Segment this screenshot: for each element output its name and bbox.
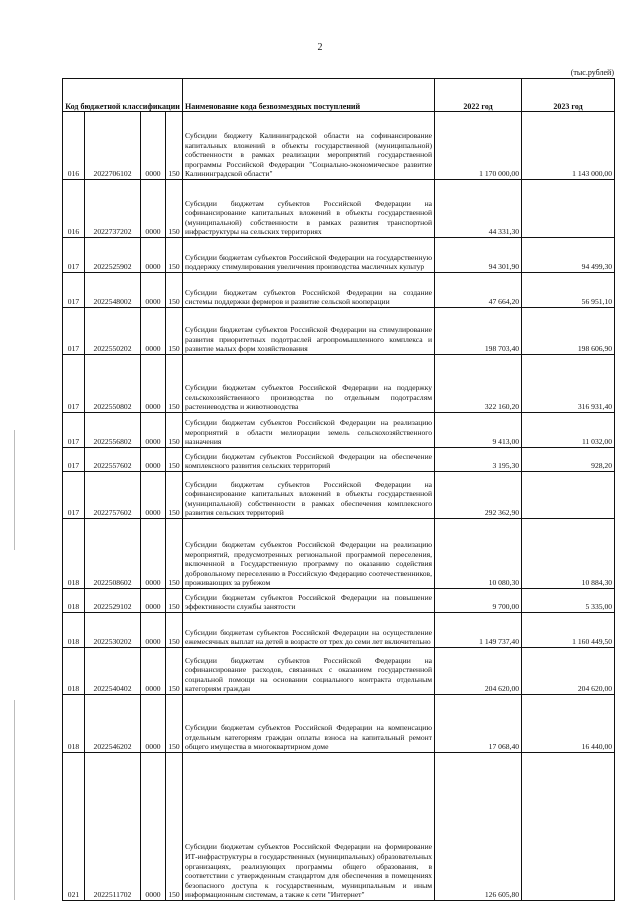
subcode-cell: 0000 [141,273,166,308]
kind-code-cell: 150 [166,273,183,308]
budget-code-cell: 2022525902 [85,238,141,273]
amount-2022-cell: 94 301,90 [435,238,522,273]
subcode-cell: 0000 [141,613,166,648]
kind-code-cell: 150 [166,472,183,519]
kind-code-cell: 150 [166,695,183,753]
amount-2023-cell: 5 335,00 [522,589,615,613]
budget-code-cell: 2022550202 [85,308,141,355]
admin-code-cell: 017 [63,273,85,308]
table-row [63,695,615,753]
budget-code-cell: 2022529102 [85,589,141,613]
revenue-name-cell: Субсидии бюджетам субъектов Российской Федерации на повышение эффективности службы занятости [183,589,435,613]
kind-code-cell: 150 [166,519,183,589]
table-row [63,472,615,519]
amount-2022-cell: 292 362,90 [435,472,522,519]
revenue-name-cell: Субсидии бюджетам субъектов Российской Федерации на софинансирование капитальных вложений в объекты государственной (муниципальной) собственности в рамках развития транспортной инфраструктуры на сельских территориях [183,180,435,238]
amount-2023-cell [522,472,615,519]
kind-code-cell: 150 [166,648,183,695]
revenue-name-cell: Субсидии бюджетам субъектов Российской Федерации на стимулирование развития приоритетных подотраслей агропромышленного комплекса и развитие малых форм хозяйствования [183,308,435,355]
admin-code-cell: 017 [63,472,85,519]
budget-code-cell: 2022550802 [85,355,141,413]
budget-code-cell: 2022530202 [85,613,141,648]
budget-code-cell: 2022540402 [85,648,141,695]
admin-code-cell: 018 [63,695,85,753]
subcode-cell: 0000 [141,695,166,753]
budget-code-cell: 2022508602 [85,519,141,589]
revenue-name-cell: Субсидии бюджетам субъектов Российской Федерации на реализацию мероприятий, предусмотренных региональной программой переселения, включенной в Государственную программу по оказанию содействия добровольному переселению в Российскую Федерацию соотечественников, проживающих за рубежом [183,519,435,589]
admin-code-cell: 017 [63,448,85,472]
revenue-name-cell: Субсидии бюджетам субъектов Российской Федерации на софинансирование капитальных вложений в объекты государственной (муниципальной) собственности в рамках обеспечения комплексного развития сельских территорий [183,472,435,519]
budget-code-cell: 2022546202 [85,695,141,753]
budget-code-cell: 2022557602 [85,448,141,472]
amount-2023-cell: 204 620,00 [522,648,615,695]
amount-2023-cell: 198 606,90 [522,308,615,355]
kind-code-cell: 150 [166,448,183,472]
table-row [63,273,615,308]
year-2023-header: 2023 год [522,79,615,112]
table-row [63,448,615,472]
kind-code-cell: 150 [166,589,183,613]
revenue-name-cell: Субсидии бюджету Калининградской области на софинансирование капитальных вложений в объекты государственной (муниципальной) собственности в рамках реализации мероприятий государственной программы Российской Федерации "Социально-экономическое развитие Калининградской области" [183,112,435,180]
table-row [63,112,615,180]
admin-code-cell: 018 [63,519,85,589]
revenue-name-cell: Субсидии бюджетам субъектов Российской Федерации на государственную поддержку стимулирования увеличения производства масличных культур [183,238,435,273]
table-row [63,355,615,413]
admin-code-cell: 016 [63,112,85,180]
kind-code-cell: 150 [166,613,183,648]
revenue-name-cell: Субсидии бюджетам субъектов Российской Федерации на создание системы поддержки фермеров и развитие сельской кооперации [183,273,435,308]
amount-2022-cell: 10 080,30 [435,519,522,589]
page-number: 2 [317,42,323,53]
amount-2022-cell: 204 620,00 [435,648,522,695]
budget-code-cell: 2022511702 [85,753,141,901]
amount-2023-cell: 16 440,00 [522,695,615,753]
table-header-row [63,79,615,112]
admin-code-cell: 017 [63,355,85,413]
admin-code-cell: 016 [63,180,85,238]
table-row [63,613,615,648]
admin-code-cell: 021 [63,753,85,901]
budget-code-cell: 2022556802 [85,413,141,448]
table-row [63,648,615,695]
amount-2022-cell: 322 160,20 [435,355,522,413]
subcode-cell: 0000 [141,648,166,695]
amount-2022-cell: 198 703,40 [435,308,522,355]
subcode-cell: 0000 [141,753,166,901]
admin-code-cell: 017 [63,238,85,273]
budget-code-cell: 2022706102 [85,112,141,180]
amount-2023-cell: 11 032,00 [522,413,615,448]
budget-code-cell: 2022757602 [85,472,141,519]
amount-2023-cell: 1 143 000,00 [522,112,615,180]
subcode-cell: 0000 [141,238,166,273]
subcode-cell: 0000 [141,589,166,613]
units-label: (тыс.рублей) [570,68,614,77]
subcode-cell: 0000 [141,308,166,355]
amount-2023-cell: 10 884,30 [522,519,615,589]
table-row [63,308,615,355]
amount-2022-cell: 44 331,30 [435,180,522,238]
admin-code-cell: 017 [63,413,85,448]
revenue-name-cell: Субсидии бюджетам субъектов Российской Федерации на обеспечение комплексного развития сельских территорий [183,448,435,472]
amount-2023-cell [522,180,615,238]
amount-2023-cell: 928,20 [522,448,615,472]
amount-2023-cell: 1 160 449,50 [522,613,615,648]
subcode-cell: 0000 [141,413,166,448]
amount-2022-cell: 3 195,30 [435,448,522,472]
table-row [63,238,615,273]
kind-code-cell: 150 [166,180,183,238]
subcode-cell: 0000 [141,519,166,589]
kind-code-cell: 150 [166,355,183,413]
admin-code-cell: 017 [63,308,85,355]
kind-code-cell: 150 [166,753,183,901]
amount-2023-cell [522,753,615,901]
subcode-cell: 0000 [141,355,166,413]
budget-code-cell: 2022737202 [85,180,141,238]
table-row [63,589,615,613]
amount-2022-cell: 9 413,00 [435,413,522,448]
amount-2023-cell: 94 499,30 [522,238,615,273]
revenue-name-cell: Субсидии бюджетам субъектов Российской Федерации на формирование ИТ-инфраструктуры в государственных (муниципальных) образовательных организациях, реализующих программы общего образования, в соответствии с утвержденным стандартом для обеспечения в помещениях безопасного доступа к государственным, муниципальным и иным информационным системам, а также к сети "Интернет" [183,753,435,901]
revenue-name-cell: Субсидии бюджетам субъектов Российской Федерации на поддержку сельскохозяйственного производства по отдельным подотраслям растениеводства и животноводства [183,355,435,413]
budget-code-cell: 2022548002 [85,273,141,308]
scan-edge-line [14,430,15,550]
table-row [63,753,615,901]
subcode-cell: 0000 [141,112,166,180]
kind-code-cell: 150 [166,238,183,273]
amount-2022-cell: 47 664,20 [435,273,522,308]
admin-code-cell: 018 [63,613,85,648]
scan-edge-line [14,700,15,900]
amount-2023-cell: 316 931,40 [522,355,615,413]
subcode-cell: 0000 [141,180,166,238]
revenue-name-cell: Субсидии бюджетам субъектов Российской Федерации на реализацию мероприятий в области мелиорации земель сельскохозяйственного назначения [183,413,435,448]
revenue-name-cell: Субсидии бюджетам субъектов Российской Федерации на софинансирование расходов, связанных с оказанием государственной социальной помощи на основании социального контракта отдельным категориям граждан [183,648,435,695]
table-row [63,519,615,589]
amount-2022-cell: 1 149 737,40 [435,613,522,648]
subcode-cell: 0000 [141,472,166,519]
amount-2022-cell: 1 170 000,00 [435,112,522,180]
amount-2022-cell: 17 068,40 [435,695,522,753]
table-row [63,180,615,238]
name-column-header: Наименование кода безвозмездных поступлений [183,79,435,112]
kind-code-cell: 150 [166,112,183,180]
budget-table [62,78,615,901]
kind-code-cell: 150 [166,308,183,355]
amount-2022-cell: 9 700,00 [435,589,522,613]
year-2022-header: 2022 год [435,79,522,112]
admin-code-cell: 018 [63,648,85,695]
subcode-cell: 0000 [141,448,166,472]
admin-code-cell: 018 [63,589,85,613]
table-row [63,413,615,448]
revenue-name-cell: Субсидии бюджетам субъектов Российской Федерации на компенсацию отдельным категориям граждан оплаты взноса на капитальный ремонт общего имущества в многоквартирном доме [183,695,435,753]
kind-code-cell: 150 [166,413,183,448]
amount-2023-cell: 56 951,10 [522,273,615,308]
amount-2022-cell: 126 605,80 [435,753,522,901]
revenue-name-cell: Субсидии бюджетам субъектов Российской Федерации на осуществление ежемесячных выплат на детей в возрасте от трех до семи лет включительно [183,613,435,648]
code-column-header: Код бюджетной классификации [63,79,183,112]
